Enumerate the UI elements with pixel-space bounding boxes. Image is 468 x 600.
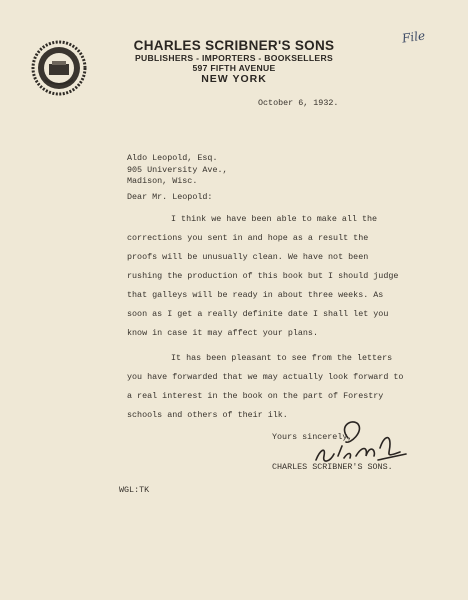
company-city: NEW YORK (201, 73, 267, 85)
body-line: schools and others of their ilk. (127, 410, 288, 420)
firm-name-typed: CHARLES SCRIBNER'S SONS. (272, 462, 393, 472)
recipient-address (127, 153, 228, 188)
reference-initials: WGL:TK (119, 485, 150, 495)
letter-body (127, 210, 403, 425)
company-name: CHARLES SCRIBNER'S SONS (133, 38, 335, 53)
body-line: soon as I get a really definite date I shall let you (127, 309, 389, 319)
handwritten-file-note: File (401, 28, 426, 46)
body-line: It has been pleasant to see from the letters (171, 353, 393, 363)
company-street: 597 FIFTH AVENUE (192, 63, 276, 73)
body-line: proofs will be unusually clean. We have not been (127, 252, 369, 262)
company-trade: PUBLISHERS - IMPORTERS - BOOKSELLERS (135, 53, 333, 63)
recipient-name: Aldo Leopold, Esq. (127, 153, 218, 163)
closing: Yours sincerely, (272, 432, 353, 442)
recipient-street: 905 University Ave., (127, 164, 228, 175)
letter-date: October 6, 1932. (258, 98, 339, 108)
body-line: know in case it may affect your plans. (127, 328, 318, 338)
body-line: you have forwarded that we may actually look forward to (127, 372, 404, 382)
body-line: I think we have been able to make all the (171, 214, 378, 224)
letterhead (113, 38, 355, 85)
salutation: Dear Mr. Leopold: (127, 192, 213, 202)
publisher-seal-logo (31, 40, 87, 96)
body-line: that galleys will be ready in about three weeks. As (127, 290, 384, 300)
body-line: rushing the production of this book but I should judge (127, 271, 399, 281)
recipient-city: Madison, Wisc. (127, 176, 198, 186)
body-line: corrections you sent in and hope as a result the (127, 233, 369, 243)
body-line: a real interest in the book on the part of Forestry (127, 391, 384, 401)
